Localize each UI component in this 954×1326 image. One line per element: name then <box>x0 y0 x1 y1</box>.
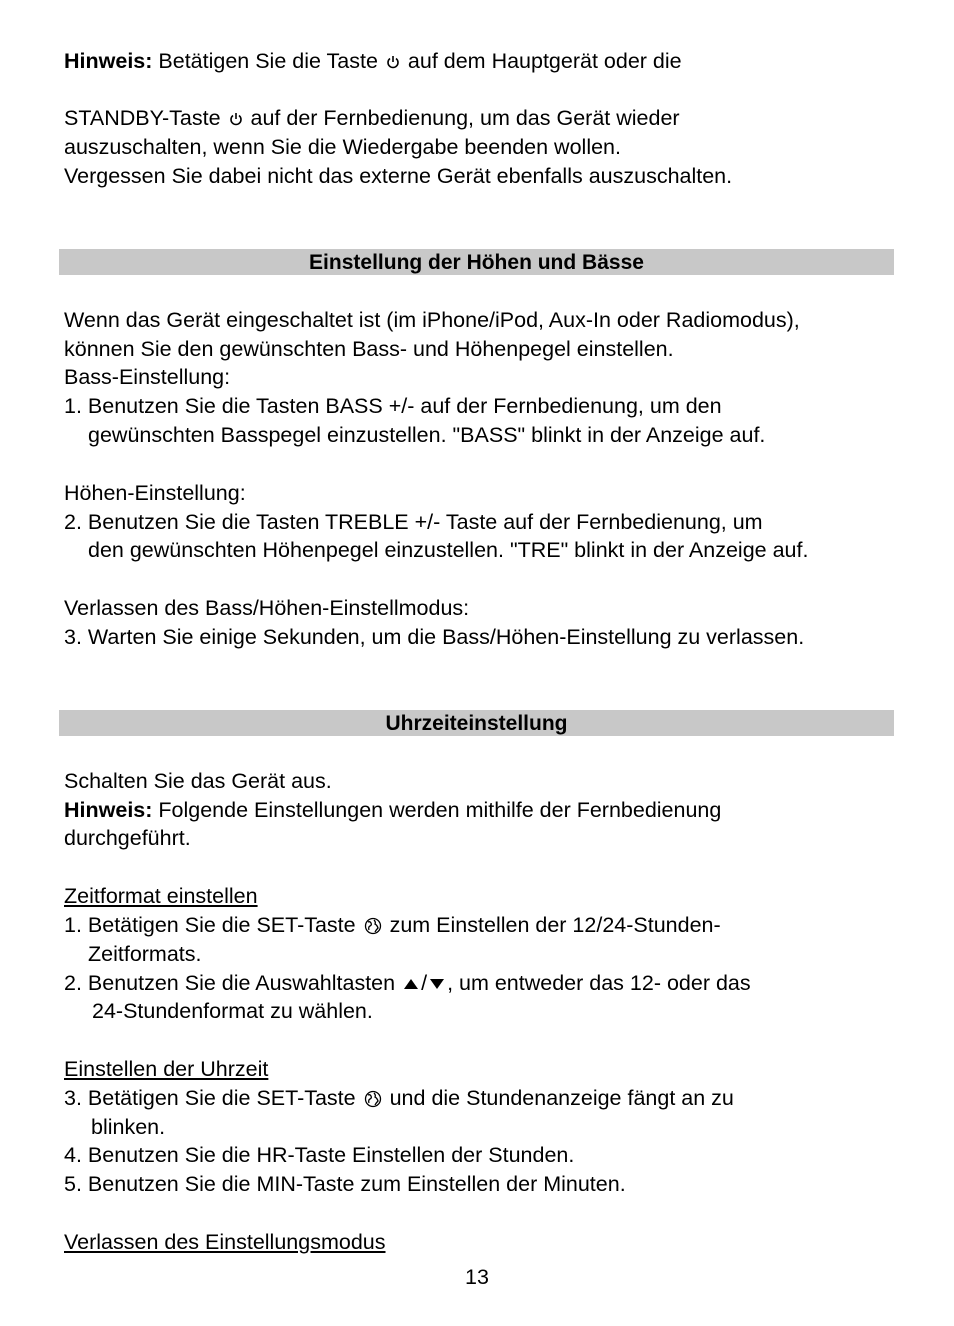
intro-line-3: auszuschalten, wenn Sie die Wiedergabe beenden wollen. <box>64 135 621 159</box>
step-text: zum Einstellen der 12/24-Stunden- <box>389 913 721 937</box>
step-text: 3. Betätigen Sie die SET-Taste <box>64 1086 356 1110</box>
treble-label: Höhen-Einstellung: <box>64 481 246 505</box>
format-heading: Zeitformat einstellen <box>64 884 258 908</box>
hint-label: Hinweis: <box>64 49 153 73</box>
step-1-cont: gewünschten Basspegel einzustellen. "BASS" blinkt in der Anzeige auf. <box>88 423 766 447</box>
format-step-2-cont: 24-Stundenformat zu wählen. <box>92 999 373 1023</box>
intro-line-2 <box>64 105 680 131</box>
hint-line <box>64 797 721 823</box>
format-step-1-cont: Zeitformats. <box>88 942 202 966</box>
intro-line-1 <box>64 48 682 74</box>
triangle-down-icon <box>429 977 445 991</box>
format-step-2 <box>64 970 751 996</box>
paragraph: können Sie den gewünschten Bass- und Höhenpegel einstellen. <box>64 337 674 361</box>
step-3: 3. Warten Sie einige Sekunden, um die Bass/Höhen-Einstellung zu verlassen. <box>64 625 805 649</box>
exit-heading: Verlassen des Einstellungsmodus <box>64 1230 386 1254</box>
time-step-3 <box>64 1085 734 1111</box>
section-title-bass-treble: Einstellung der Höhen und Bässe <box>59 249 894 275</box>
step-1: 1. Benutzen Sie die Tasten BASS +/- auf der Fernbedienung, um den <box>64 394 722 418</box>
section-title-clock: Uhrzeiteinstellung <box>59 710 894 736</box>
intro-text: Betätigen Sie die Taste <box>158 49 378 73</box>
step-2: 2. Benutzen Sie die Tasten TREBLE +/- Taste auf der Fernbedienung, um <box>64 510 763 534</box>
time-step-4: 4. Benutzen Sie die HR-Taste Einstellen der Stunden. <box>64 1143 575 1167</box>
time-step-5: 5. Benutzen Sie die MIN-Taste zum Einstellen der Minuten. <box>64 1172 626 1196</box>
bass-label: Bass-Einstellung: <box>64 365 231 389</box>
intro-text: auf dem Hauptgerät oder die <box>407 49 682 73</box>
paragraph: Wenn das Gerät eingeschaltet ist (im iPhone/iPod, Aux-In oder Radiomodus), <box>64 308 800 332</box>
intro-text: STANDBY-Taste <box>64 106 221 130</box>
intro-text: auf der Fernbedienung, um das Gerät wieder <box>250 106 680 130</box>
page-number: 13 <box>465 1265 489 1289</box>
hint-line-cont: durchgeführt. <box>64 826 191 850</box>
step-text: und die Stundenanzeige fängt an zu <box>389 1086 734 1110</box>
time-heading: Einstellen der Uhrzeit <box>64 1057 269 1081</box>
globe-icon <box>364 917 382 935</box>
hint-text: Folgende Einstellungen werden mithilfe der Fernbedienung <box>158 798 722 822</box>
exit-label: Verlassen des Bass/Höhen-Einstellmodus: <box>64 596 470 620</box>
globe-icon <box>364 1090 382 1108</box>
hint-label: Hinweis: <box>64 798 153 822</box>
step-text: , um entweder das 12- oder das <box>447 971 751 995</box>
step-text: 1. Betätigen Sie die SET-Taste <box>64 913 356 937</box>
step-2-cont: den gewünschten Höhenpegel einzustellen. "TRE" blinkt in der Anzeige auf. <box>88 538 809 562</box>
triangle-up-icon <box>403 977 419 991</box>
power-icon <box>386 54 400 70</box>
format-step-1 <box>64 912 721 938</box>
step-text: 2. Benutzen Sie die Auswahltasten <box>64 971 396 995</box>
paragraph: Schalten Sie das Gerät aus. <box>64 769 332 793</box>
step-text: / <box>421 971 428 995</box>
time-step-3-cont: blinken. <box>91 1115 166 1139</box>
intro-line-4: Vergessen Sie dabei nicht das externe Gerät ebenfalls auszuschalten. <box>64 164 733 188</box>
power-icon <box>229 111 243 127</box>
